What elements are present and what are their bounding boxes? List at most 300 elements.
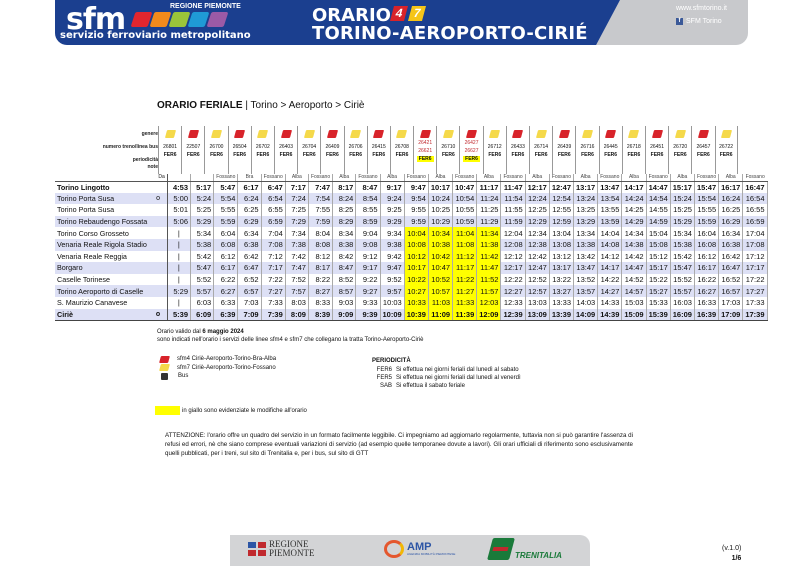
train-number: 26716 [580, 144, 595, 150]
time-cell: 7:42 [285, 251, 308, 263]
train-number: 26700 [209, 144, 224, 150]
time-cell: 15:39 [646, 309, 670, 321]
train-number: 26801 [163, 144, 178, 150]
time-cell: 6:34 [238, 227, 261, 239]
services-line: sono indicati nell'orario i servizi delle linee sfm4 e sfm7 che collegano la tratta Torino-Aeroporto-Ciriè [157, 337, 424, 343]
time-cell: 8:52 [333, 274, 356, 286]
label-periodicita: periodicità [132, 157, 158, 163]
amp-label: AMP [407, 541, 432, 553]
station-name: Torino Porta Susa [57, 205, 115, 215]
timetable-column-headers [158, 126, 738, 174]
time-cell: 10:29 [428, 216, 452, 228]
train-number: 26722 [719, 144, 734, 150]
time-cell: 13:38 [574, 239, 598, 251]
line-badge-sfm4: 4 [390, 6, 408, 21]
station-row [55, 262, 767, 274]
time-cell: 7:25 [285, 204, 308, 216]
valid-prefix: Orario valido dal [157, 329, 203, 335]
time-cell: 9:52 [380, 274, 404, 286]
time-cell: 9:04 [356, 227, 380, 239]
time-cell: 5:52 [191, 274, 214, 286]
time-cell: 13:25 [574, 204, 598, 216]
time-cell: 8:03 [285, 297, 308, 309]
sfm7-icon [582, 130, 593, 138]
origin-cell: Fossano [598, 174, 622, 181]
time-cell: 14:04 [598, 227, 622, 239]
periodicity-code: FER6 [418, 156, 432, 162]
train-number: 26439 [557, 144, 572, 150]
periodicity-code: FER5 [376, 375, 392, 381]
time-cell: 13:47 [598, 181, 622, 193]
sfm7-icon [675, 130, 686, 138]
time-cell: 16:24 [719, 193, 743, 205]
time-cell: 12:29 [525, 216, 549, 228]
label-note: note [147, 164, 158, 170]
train-column-header [158, 126, 181, 174]
amp-sub-label: AGENZIA MOBILITÀ PIEMONTESE [407, 552, 456, 556]
page-number: 1/6 [731, 555, 742, 562]
bus-icon [161, 373, 168, 380]
time-cell: 12:24 [525, 193, 549, 205]
periodicity-code: FER6 [186, 152, 200, 158]
facebook-link[interactable] [676, 18, 722, 25]
origin-cell: Fossano [356, 174, 380, 181]
time-cell: 10:38 [428, 239, 452, 251]
website-link[interactable]: www.sfmtorino.it [676, 5, 727, 12]
section-title-route: | Torino > Aeroporto > Ciriè [242, 100, 365, 111]
train-number: 26427 [464, 140, 479, 146]
time-cell: 13:59 [598, 216, 622, 228]
regione-piemonte-mark-icon [248, 542, 266, 556]
time-cell: 6:38 [238, 239, 261, 251]
periodicity-code: FER6 [581, 152, 594, 158]
train-column-header [645, 126, 668, 174]
periodicity-legend [372, 358, 521, 391]
time-cell: 6:09 [191, 309, 214, 321]
time-cell: 10:03 [380, 297, 404, 309]
station-row [55, 309, 767, 321]
time-cell: 11:12 [453, 251, 477, 263]
train-column-header [668, 126, 691, 174]
train-number: 26704 [302, 144, 317, 150]
train-column-header [691, 126, 714, 174]
time-cell: 11:59 [501, 216, 525, 228]
origin-cell: Alba [719, 174, 743, 181]
time-cell: 8:59 [356, 216, 380, 228]
time-cell: 10:24 [428, 193, 452, 205]
origin-cell: Alba [428, 174, 452, 181]
trenitalia-mark-icon [487, 538, 515, 560]
periodicity-code: FER6 [719, 152, 733, 158]
periodicity-code: FER6 [627, 152, 641, 158]
amp-logo [384, 540, 455, 558]
time-cell: 5:47 [214, 181, 238, 193]
time-cell: 12:17 [501, 262, 525, 274]
time-cell: 15:42 [670, 251, 694, 263]
time-cell: 16:52 [719, 274, 743, 286]
time-cell: 9:55 [404, 204, 428, 216]
time-cell: 14:24 [622, 193, 646, 205]
time-cell: 7:04 [261, 227, 285, 239]
train-column-header [459, 126, 482, 174]
periodicity-code: SAB [379, 383, 392, 389]
time-cell: 12:12 [501, 251, 525, 263]
sfm7-icon [443, 130, 454, 138]
time-cell: 8:57 [333, 285, 356, 297]
origin-cell: Fossano [743, 174, 767, 181]
train-number: 26457 [696, 144, 711, 150]
origin-label: Da [149, 174, 167, 181]
line-legend [160, 355, 276, 381]
time-cell: 5:01 [167, 204, 190, 216]
time-cell: 15:17 [646, 262, 670, 274]
sfm7-icon [165, 130, 176, 138]
time-cell: 9:17 [356, 262, 380, 274]
time-cell: 13:27 [549, 285, 573, 297]
origin-cell: Fossano [214, 174, 238, 181]
time-cell: 7:29 [285, 216, 308, 228]
time-cell: 5:34 [191, 227, 214, 239]
time-cell: 16:55 [743, 204, 767, 216]
sfm4-icon [159, 356, 170, 363]
validity-notes [157, 328, 424, 344]
time-cell: 12:54 [549, 193, 573, 205]
origin-cell: Alba [622, 174, 646, 181]
train-number: 26702 [255, 144, 270, 150]
time-cell: 7:47 [308, 181, 332, 193]
time-cell: 14:08 [598, 239, 622, 251]
time-cell: 6:29 [238, 216, 261, 228]
time-cell: 16:42 [719, 251, 743, 263]
time-cell: 10:52 [428, 274, 452, 286]
timetable [55, 174, 768, 321]
train-number: 26712 [487, 144, 502, 150]
time-cell: 8:55 [356, 204, 380, 216]
origin-cell: Alba [670, 174, 694, 181]
sfm7-icon [489, 130, 500, 138]
valid-date: 6 maggio 2024 [202, 329, 244, 335]
time-cell: 14:42 [622, 251, 646, 263]
station-marker [149, 181, 167, 193]
origin-cell [167, 174, 190, 181]
periodicity-code: FER6 [349, 152, 362, 158]
time-cell: 11:55 [501, 204, 525, 216]
time-cell: 12:42 [525, 251, 549, 263]
train-number: 26445 [603, 144, 618, 150]
time-cell: 7:12 [261, 251, 285, 263]
train-column-header [622, 126, 645, 174]
time-cell: 15:59 [694, 216, 718, 228]
train-column-header [575, 126, 598, 174]
time-cell: 7:55 [308, 204, 332, 216]
time-cell: 8:42 [333, 251, 356, 263]
disclaimer: ATTENZIONE: l'orario offre un quadro del servizio in un formato facilmente leggibile. Ci impegniamo ad aggiornarlo regolarmente, tuttavia non si può garantire l'assenza di refusi ed errori, nè che siano comprese eventuali variazioni di servizio (ad esempio quelle temporanee dovute a lavori). Gli orari ufficiali di riferimento sono esclusivamente quelli pubblicati, per i treni, sul sito di Trenitalia e, per i bus, sul sito di GTT [165, 432, 633, 457]
periodicity-item [372, 375, 521, 383]
time-cell: 11:47 [501, 181, 525, 193]
time-cell: 14:22 [598, 274, 622, 286]
time-cell: 16:54 [743, 193, 767, 205]
time-cell: 17:12 [743, 251, 767, 263]
time-cell: 12:47 [549, 181, 573, 193]
time-cell: 11:04 [453, 227, 477, 239]
train-number: 26720 [673, 144, 688, 150]
station-row [55, 204, 767, 216]
time-cell: 16:29 [719, 216, 743, 228]
station-row [55, 216, 767, 228]
time-cell: 14:59 [646, 216, 670, 228]
time-cell: 6:57 [238, 285, 261, 297]
time-cell: 10:27 [404, 285, 428, 297]
origin-cell: Fossano [646, 174, 670, 181]
time-cell: 8:38 [333, 239, 356, 251]
train-number: 26403 [279, 144, 293, 150]
sfm7-icon [396, 130, 407, 138]
time-cell: 5:24 [191, 193, 214, 205]
timetable-header-labels [55, 128, 158, 171]
periodicity-code: FER6 [511, 152, 525, 158]
time-cell: 12:55 [549, 204, 573, 216]
time-cell: | [167, 227, 190, 239]
time-cell: 10:17 [404, 262, 428, 274]
time-cell: 11:17 [453, 262, 477, 274]
time-cell: 8:34 [333, 227, 356, 239]
time-cell: 15:27 [646, 285, 670, 297]
time-cell: 9:09 [333, 309, 356, 321]
station-marker [149, 239, 167, 251]
train-number: 26421 [418, 140, 433, 146]
time-cell: 16:34 [719, 227, 743, 239]
brand-logo: sfm [66, 2, 126, 37]
time-cell: 7:54 [308, 193, 332, 205]
time-cell: 9:08 [356, 239, 380, 251]
train-column-header [251, 126, 274, 174]
station-marker [149, 227, 167, 239]
periodicity-code: FER6 [395, 152, 409, 158]
train-column-header [413, 126, 436, 174]
train-number: 26415 [371, 144, 386, 150]
time-cell: 9:24 [380, 193, 404, 205]
station-name: Torino Aeroporto di Caselle [55, 285, 149, 297]
time-cell: 5:39 [167, 309, 190, 321]
time-cell: 6:25 [238, 204, 261, 216]
sfm7-icon [350, 130, 361, 138]
train-number: 26433 [510, 144, 525, 150]
origin-cell: Alba [333, 174, 356, 181]
station-name: Borgaro [55, 262, 149, 274]
legend-item [160, 355, 276, 364]
time-cell: 15:12 [646, 251, 670, 263]
time-cell: 11:47 [477, 262, 501, 274]
train-number-alt: 26627 [464, 148, 479, 154]
periodicity-desc: Si effettua nei giorni feriali dal lunedì al venerdì [396, 375, 521, 381]
time-cell: 5:29 [167, 285, 190, 297]
label-genere: genere [141, 131, 158, 137]
time-cell: 16:17 [719, 181, 743, 193]
station-marker [149, 216, 167, 228]
sfm4-icon [280, 130, 291, 138]
time-cell: 14:38 [622, 239, 646, 251]
station-row [55, 239, 767, 251]
time-cell: 17:39 [743, 309, 767, 321]
version-info [722, 544, 741, 564]
train-column-header [297, 126, 320, 174]
time-cell: 12:03 [477, 297, 501, 309]
time-cell: 10:42 [428, 251, 452, 263]
time-cell: 9:29 [380, 216, 404, 228]
time-cell: 11:39 [453, 309, 477, 321]
time-cell: 14:52 [622, 274, 646, 286]
time-cell: 10:57 [428, 285, 452, 297]
time-cell: 14:12 [598, 251, 622, 263]
time-cell: 15:29 [670, 216, 694, 228]
periodicity-code: FER6 [210, 152, 223, 158]
time-cell: 11:34 [477, 227, 501, 239]
facebook-icon: f [676, 18, 683, 25]
time-cell: 16:47 [743, 181, 767, 193]
sfm4-icon [373, 130, 384, 138]
time-cell: 6:17 [214, 262, 238, 274]
train-column-header [436, 126, 459, 174]
time-cell: 7:34 [285, 227, 308, 239]
time-cell: 12:22 [501, 274, 525, 286]
time-cell: 15:24 [670, 193, 694, 205]
time-cell: 11:25 [477, 204, 501, 216]
time-cell: 17:09 [719, 309, 743, 321]
time-cell: 15:03 [622, 297, 646, 309]
time-cell: 11:38 [477, 239, 501, 251]
time-cell: 8:29 [333, 216, 356, 228]
time-cell: 8:04 [308, 227, 332, 239]
time-cell: 10:17 [428, 181, 452, 193]
time-cell: 11:29 [477, 216, 501, 228]
time-cell: 11:52 [477, 274, 501, 286]
time-cell: 10:39 [404, 309, 428, 321]
time-cell: 13:24 [574, 193, 598, 205]
time-cell: 7:39 [261, 309, 285, 321]
time-cell: 6:03 [191, 297, 214, 309]
time-cell: 13:08 [549, 239, 573, 251]
time-cell: 13:12 [549, 251, 573, 263]
time-cell: 16:12 [694, 251, 718, 263]
sfm4-icon [466, 130, 477, 138]
time-cell: | [167, 262, 190, 274]
time-cell: 8:33 [308, 297, 332, 309]
time-cell: 15:17 [670, 181, 694, 193]
time-cell: 5:57 [191, 285, 214, 297]
time-cell: 15:54 [694, 193, 718, 205]
time-cell: 5:17 [191, 181, 214, 193]
legend-label: sfm7 Ciriè-Aeroporto-Torino-Fossano [177, 364, 276, 371]
time-cell: 14:29 [622, 216, 646, 228]
station-name: S. Maurizio Canavese [57, 298, 128, 308]
time-cell: 6:47 [238, 262, 261, 274]
time-cell: 16:57 [719, 285, 743, 297]
station-name: Ciriè [55, 309, 149, 321]
time-cell: 9:34 [380, 227, 404, 239]
time-cell: 15:38 [670, 239, 694, 251]
sfm4-icon [651, 130, 662, 138]
time-cell: 5:29 [191, 216, 214, 228]
train-number: 26451 [650, 144, 664, 150]
page-title-line1: ORARIO [312, 5, 391, 26]
time-cell: 13:52 [574, 274, 598, 286]
time-cell: 15:47 [670, 262, 694, 274]
time-cell: 13:33 [549, 297, 573, 309]
time-cell: 6:12 [214, 251, 238, 263]
time-cell: 11:17 [477, 181, 501, 193]
train-column-header [599, 126, 622, 174]
time-cell: 16:09 [670, 309, 694, 321]
time-cell: 5:59 [214, 216, 238, 228]
time-cell: 12:27 [501, 285, 525, 297]
time-cell: 8:47 [356, 181, 380, 193]
time-cell: 12:08 [501, 239, 525, 251]
sfm4-icon [512, 130, 523, 138]
time-cell: 12:57 [525, 285, 549, 297]
time-cell: 6:22 [214, 274, 238, 286]
periodicity-item [372, 367, 521, 375]
station-name: Venaria Reale Rigola Stadio [55, 239, 149, 251]
time-cell: 9:57 [380, 285, 404, 297]
time-cell: 12:34 [525, 227, 549, 239]
time-cell: 8:12 [308, 251, 332, 263]
train-column-header [367, 126, 390, 174]
time-cell: 11:42 [477, 251, 501, 263]
train-column-header [552, 126, 575, 174]
sfm4-icon [188, 130, 199, 138]
time-cell: 14:39 [598, 309, 622, 321]
time-cell: 15:57 [670, 285, 694, 297]
time-cell: 9:12 [356, 251, 380, 263]
time-cell: 13:57 [574, 285, 598, 297]
station-name: Caselle Torinese [57, 275, 111, 285]
time-cell: 10:59 [453, 216, 477, 228]
label-numero: numero treno/linea bus [102, 144, 158, 150]
time-cell: 12:33 [501, 297, 525, 309]
time-cell: 13:54 [598, 193, 622, 205]
time-cell: 16:47 [719, 262, 743, 274]
time-cell: 12:39 [501, 309, 525, 321]
highlight-swatch [155, 406, 180, 415]
time-cell: 12:47 [525, 262, 549, 274]
time-cell: 6:54 [261, 193, 285, 205]
periodicity-title: PERIODICITÀ [372, 358, 411, 364]
time-cell: 8:09 [285, 309, 308, 321]
train-number: 22507 [186, 144, 201, 150]
time-cell: 12:52 [525, 274, 549, 286]
time-cell: 5:55 [214, 204, 238, 216]
time-cell: 16:59 [743, 216, 767, 228]
time-cell: 7:27 [261, 285, 285, 297]
time-cell: 6:04 [214, 227, 238, 239]
time-cell: 9:27 [356, 285, 380, 297]
time-cell: | [167, 297, 190, 309]
station-row [55, 297, 767, 309]
station-row [55, 274, 767, 286]
time-cell: 15:25 [670, 204, 694, 216]
time-cell: 7:38 [285, 239, 308, 251]
time-cell: 15:34 [670, 227, 694, 239]
train-column-header [181, 126, 204, 174]
time-cell: 15:47 [694, 181, 718, 193]
origin-cell: Fossano [549, 174, 573, 181]
time-cell: 7:57 [285, 285, 308, 297]
time-cell: 7:17 [285, 181, 308, 193]
time-cell: | [167, 251, 190, 263]
periodicity-desc: Si effettua il sabato feriale [396, 383, 465, 389]
time-cell: 8:17 [333, 181, 356, 193]
time-cell: 13:17 [574, 181, 598, 193]
